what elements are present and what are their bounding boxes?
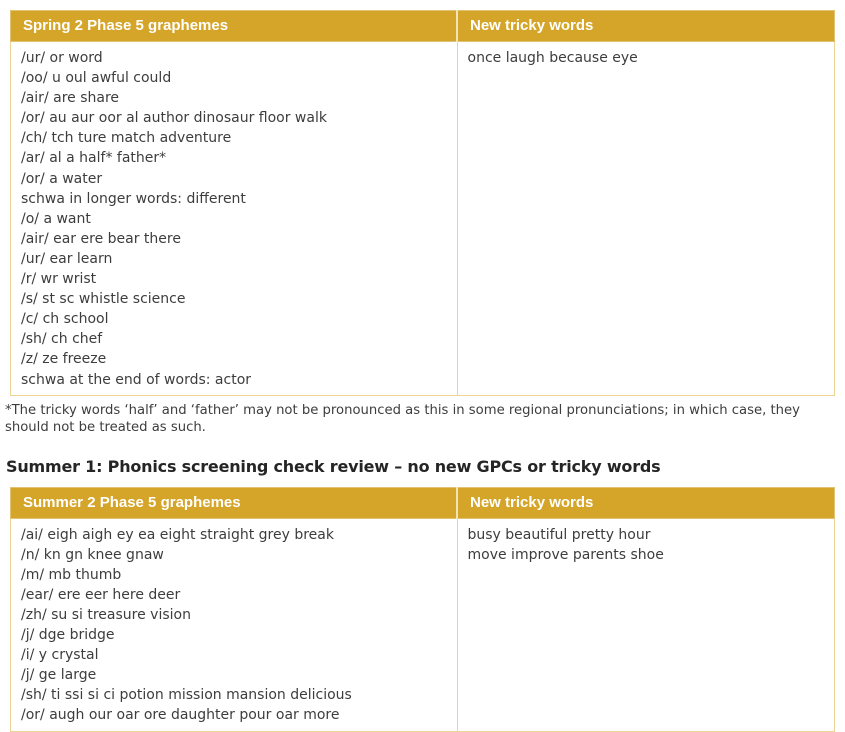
spring2-phase5-table bbox=[10, 10, 835, 396]
text-line: /zh/ su si treasure vision bbox=[21, 606, 191, 623]
text-line: /oo/ u oul awful could bbox=[21, 70, 172, 87]
summer1-section-heading: Summer 1: Phonics screening check review – no new GPCs or tricky words bbox=[6, 456, 661, 476]
text-line: /c/ ch school bbox=[21, 311, 109, 328]
text-line: /ai/ eigh aigh ey ea eight straight grey break bbox=[21, 526, 334, 543]
text-line: /ur/ or word bbox=[21, 50, 103, 66]
text-line: /o/ a want bbox=[21, 210, 91, 227]
text-line: /j/ ge large bbox=[21, 667, 97, 684]
regional-pronunciation-footnote: *The tricky words ‘half’ and ‘father’ may not be pronounced as this in some regional pronunciations; in which case, they should not be treated as such. bbox=[5, 402, 800, 435]
summer2-graphemes-cell bbox=[11, 518, 458, 731]
summer2-body-row bbox=[11, 518, 835, 731]
text-line: schwa in longer words: different bbox=[21, 190, 246, 207]
summer2-phase5-table bbox=[10, 487, 835, 732]
text-line: /ar/ al a half* father* bbox=[21, 150, 167, 167]
text-line: /sh/ ti ssi si ci potion mission mansion delicious bbox=[21, 687, 352, 704]
text-line: /i/ y crystal bbox=[21, 647, 99, 664]
spring2-header-row bbox=[11, 11, 835, 42]
text-line: busy beautiful pretty hour bbox=[467, 526, 651, 543]
summer2-header-row bbox=[11, 487, 835, 518]
text-line: /air/ are share bbox=[21, 90, 120, 107]
text-line: /ur/ ear learn bbox=[21, 250, 113, 267]
summer2-tricky-words-cell bbox=[457, 518, 835, 731]
spring2-graphemes-cell bbox=[11, 42, 458, 396]
text-line: /s/ st sc whistle science bbox=[21, 291, 186, 308]
text-line: /j/ dge bridge bbox=[21, 627, 115, 644]
summer2-graphemes-header: Summer 2 Phase 5 graphemes bbox=[11, 487, 458, 518]
spring2-body-row bbox=[11, 42, 835, 396]
spring2-tricky-words-cell bbox=[457, 42, 835, 396]
text-line: /or/ a water bbox=[21, 170, 103, 187]
text-line: /or/ au aur oor al author dinosaur floor walk bbox=[21, 110, 327, 127]
text-line: /sh/ ch chef bbox=[21, 331, 103, 348]
spring2-graphemes-header: Spring 2 Phase 5 graphemes bbox=[11, 11, 458, 42]
text-line: /air/ ear ere bear there bbox=[21, 230, 181, 247]
text-line: /z/ ze freeze bbox=[21, 351, 107, 368]
summer2-tricky-words-header: New tricky words bbox=[457, 487, 835, 518]
text-line: once laugh because eye bbox=[467, 50, 638, 66]
text-line: /m/ mb thumb bbox=[21, 566, 122, 583]
text-line: /ear/ ere eer here deer bbox=[21, 586, 181, 603]
text-line: /ch/ tch ture match adventure bbox=[21, 130, 232, 147]
text-line: /r/ wr wrist bbox=[21, 271, 97, 288]
text-line: /or/ augh our oar ore daughter pour oar more bbox=[21, 707, 340, 724]
spring2-tricky-words-header: New tricky words bbox=[457, 11, 835, 42]
text-line: schwa at the end of words: actor bbox=[21, 371, 252, 388]
text-line: /n/ kn gn knee gnaw bbox=[21, 546, 164, 563]
text-line: move improve parents shoe bbox=[467, 546, 664, 563]
